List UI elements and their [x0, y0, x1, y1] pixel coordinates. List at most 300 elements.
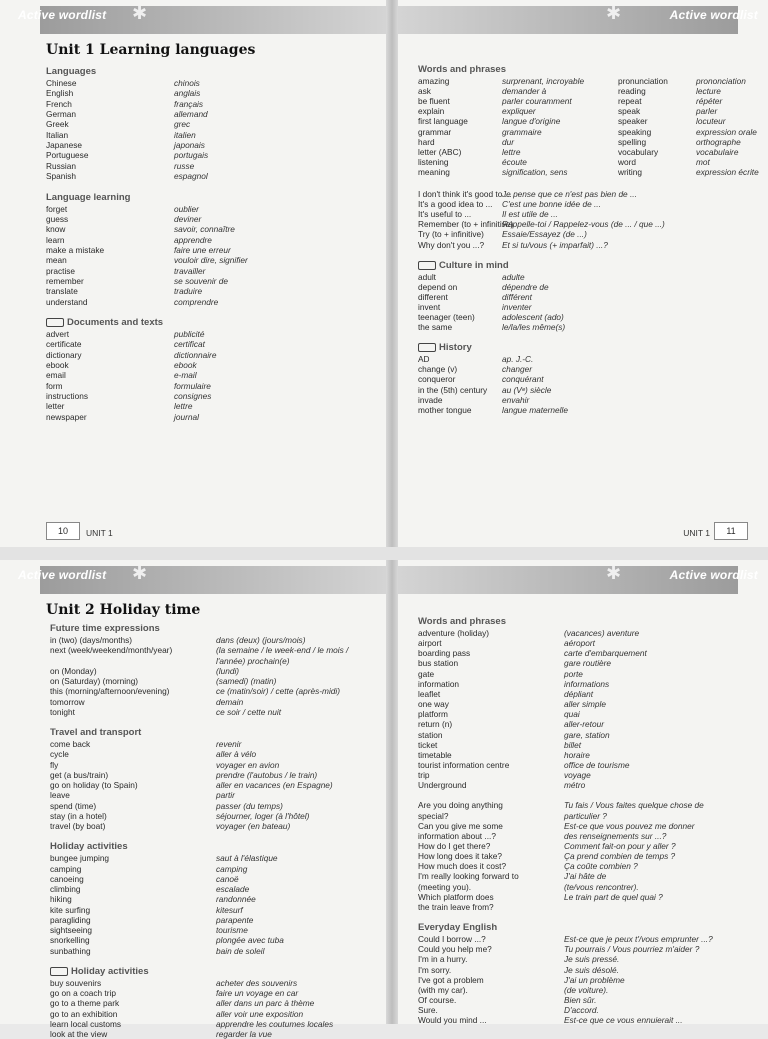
- english-term: canoeing: [50, 873, 84, 884]
- wordlist-row: [398, 975, 768, 985]
- french-translation: Et si tu/vous (+ imparfait) ...?: [502, 239, 608, 250]
- french-translation: billet: [564, 739, 582, 750]
- french-translation: demander à: [502, 86, 547, 97]
- section-heading: [50, 841, 128, 852]
- wordlist-row: [398, 760, 768, 770]
- english-term: letter: [46, 401, 65, 412]
- wordlist-row: [398, 719, 768, 729]
- french-translation: prononciation: [696, 76, 746, 86]
- french-translation: parler couramment: [502, 96, 572, 107]
- wordlist-row: [398, 76, 768, 86]
- french-translation: Comment fait-on pour y aller ?: [564, 841, 676, 851]
- french-translation: dans (deux) (jours/mois): [216, 635, 306, 645]
- english-term: grammar: [418, 126, 452, 137]
- french-translation: ce soir / cette nuit: [216, 706, 282, 717]
- wordlist-row: [398, 638, 768, 648]
- english-term: How do I get there?: [418, 841, 491, 851]
- wordlist-row: [0, 666, 386, 676]
- french-translation: certificat: [174, 339, 205, 350]
- english-term: spelling: [618, 136, 647, 147]
- wordlist-row: [398, 841, 768, 851]
- english-term: listening: [418, 156, 449, 167]
- section-heading: [46, 66, 96, 77]
- wordlist-row: [0, 329, 386, 339]
- english-term: boarding pass: [418, 648, 471, 659]
- wordlist-row: [398, 699, 768, 709]
- english-term: hiking: [50, 894, 72, 905]
- english-term: speaking: [618, 126, 652, 137]
- english-term: writing: [618, 166, 642, 177]
- french-translation: français: [174, 98, 204, 109]
- wordlist-row: [398, 364, 768, 374]
- english-term: How long does it take?: [418, 851, 502, 862]
- wordlist-row: [398, 1005, 768, 1015]
- unit-title: Unit 1 Learning languages: [46, 42, 256, 58]
- english-term: forget: [46, 203, 68, 214]
- english-term: explain: [418, 106, 445, 117]
- section-heading-text: Future time expressions: [50, 623, 160, 634]
- french-translation: aller dans un parc à thème: [216, 998, 315, 1009]
- english-term: in the (5th) century: [418, 384, 488, 395]
- wordlist-row: [398, 395, 768, 405]
- english-term: tomorrow: [50, 696, 85, 707]
- wordlist-row: [398, 689, 768, 699]
- wordlist-row: [0, 874, 386, 884]
- french-translation: répéter: [696, 96, 723, 107]
- english-term: tourist information centre: [418, 759, 510, 770]
- wordlist-row: [0, 204, 386, 214]
- english-term: the same: [418, 322, 453, 333]
- english-term: change (v): [418, 364, 458, 375]
- english-term: speak: [618, 106, 641, 117]
- wordlist-row: [398, 86, 768, 96]
- section-heading: [46, 192, 130, 203]
- wordlist-row: [398, 861, 768, 871]
- french-translation: deviner: [174, 213, 202, 224]
- wordlist-row: [0, 676, 386, 686]
- english-term: dictionary: [46, 349, 82, 360]
- french-translation: aller en vacances (en Espagne): [216, 780, 333, 790]
- wordlist-row: [398, 995, 768, 1005]
- french-translation: demain: [216, 696, 244, 707]
- french-translation: (de voiture).: [564, 984, 609, 995]
- english-term: Greek: [46, 119, 69, 130]
- english-term: ticket: [418, 739, 438, 750]
- english-term: paragliding: [50, 914, 91, 925]
- french-translation: locuteur: [696, 116, 726, 127]
- wordlist-row: [398, 127, 768, 137]
- french-translation: adolescent (ado): [502, 312, 564, 322]
- wordlist-row: [398, 1015, 768, 1025]
- french-translation: grec: [174, 119, 191, 130]
- video-badge-icon: [418, 261, 436, 270]
- english-term: Spanish: [46, 171, 76, 182]
- french-translation: Est-ce que ce vous ennuierait ...: [564, 1015, 683, 1026]
- english-term: Russian: [46, 160, 76, 171]
- french-translation: (lundi): [216, 665, 240, 676]
- wordlist-row: [398, 96, 768, 106]
- wordlist-row: [398, 219, 768, 229]
- wordlist-row: [0, 915, 386, 925]
- english-term: on (Saturday) (morning): [50, 676, 139, 686]
- english-term: on (Monday): [50, 665, 97, 676]
- page-13: [398, 560, 768, 1024]
- english-term: climbing: [50, 884, 81, 894]
- english-term: (meeting you).: [418, 881, 472, 892]
- section-heading: [418, 922, 497, 933]
- english-term: timetable: [418, 749, 452, 760]
- french-translation: parler: [696, 106, 718, 117]
- section-heading-text: Languages: [46, 66, 97, 77]
- french-translation: conquérant: [502, 374, 544, 385]
- wordlist-row: [0, 401, 386, 411]
- section-heading-text: Language learning: [46, 191, 131, 203]
- english-term: next (week/weekend/month/year): [50, 645, 173, 656]
- english-term: instructions: [46, 391, 88, 402]
- french-translation: randonnée: [216, 894, 256, 905]
- french-translation: voyage: [564, 770, 591, 781]
- english-term: gate: [418, 668, 435, 679]
- english-term: platform: [418, 709, 448, 720]
- section-heading-text: Words and phrases: [418, 64, 506, 75]
- french-translation: partir: [216, 790, 235, 801]
- section-heading-text: Documents and texts: [67, 317, 164, 328]
- french-translation: langue maternelle: [502, 404, 568, 415]
- french-translation: expliquer: [502, 106, 536, 117]
- english-term: stay (in a hotel): [50, 810, 107, 821]
- english-term: Which platform does: [418, 891, 494, 902]
- english-term: Chinese: [46, 78, 77, 88]
- wordlist-row: [398, 800, 768, 810]
- french-translation: (te/vous rencontrer).: [564, 881, 639, 892]
- wordlist-row: [0, 780, 386, 790]
- french-translation: différent: [502, 291, 532, 302]
- english-term: special?: [418, 810, 449, 821]
- wordlist-row: [0, 790, 386, 800]
- section-heading-text: Travel and transport: [50, 727, 142, 738]
- wordlist-row: [0, 99, 386, 109]
- wordlist-row: [0, 925, 386, 935]
- wordlist-row: [0, 946, 386, 956]
- french-translation: Bien sûr.: [564, 994, 597, 1005]
- wordlist-row: [0, 811, 386, 821]
- english-term: sunbathing: [50, 945, 91, 956]
- english-term: How much does it cost?: [418, 861, 507, 872]
- wordlist-row: [0, 884, 386, 894]
- wordlist-row: [0, 645, 386, 655]
- french-translation: Je suis pressé.: [564, 954, 620, 965]
- french-translation: Je suis désolé.: [564, 964, 619, 975]
- english-term: bus station: [418, 658, 459, 669]
- french-translation: C'est une bonne idée de ...: [502, 199, 601, 210]
- french-translation: regarder la vue: [216, 1029, 272, 1039]
- english-term: in (two) (days/months): [50, 635, 133, 645]
- english-term: camping: [50, 863, 82, 874]
- wordlist-row: [0, 360, 386, 370]
- wordlist-row: [398, 385, 768, 395]
- wordlist-row: [398, 669, 768, 679]
- wordlist-row: [0, 864, 386, 874]
- french-translation: porte: [564, 668, 583, 679]
- wordlist-row: [398, 871, 768, 881]
- wordlist-row: [398, 209, 768, 219]
- french-translation: passer (du temps): [216, 800, 283, 811]
- english-term: mean: [46, 255, 67, 266]
- french-translation: adulte: [502, 271, 525, 282]
- english-term: (with my car).: [418, 984, 468, 995]
- french-translation: canoë: [216, 873, 239, 884]
- english-term: tonight: [50, 706, 75, 717]
- english-term: teenager (teen): [418, 312, 475, 322]
- english-term: I don't think it's good to ...: [418, 189, 512, 199]
- french-translation: particulier ?: [564, 810, 607, 821]
- english-term: sightseeing: [50, 925, 92, 935]
- french-translation: camping: [216, 863, 248, 874]
- wordlist-row: [398, 679, 768, 689]
- french-translation: écoute: [502, 156, 527, 167]
- wordlist-row: [398, 985, 768, 995]
- french-translation: parapente: [216, 914, 254, 925]
- wordlist-row: [0, 266, 386, 276]
- french-translation: russe: [174, 160, 195, 171]
- section-heading: [418, 342, 472, 353]
- french-translation: travailler: [174, 265, 206, 276]
- header-label: Active wordlist: [18, 8, 107, 22]
- french-translation: vocabulaire: [696, 146, 739, 157]
- section-heading: [46, 317, 163, 328]
- english-term: certificate: [46, 339, 82, 350]
- wordlist-row: [0, 224, 386, 234]
- french-translation: Ça prend combien de temps ?: [564, 851, 676, 862]
- english-term: reading: [618, 86, 646, 97]
- english-term: Underground: [418, 780, 467, 791]
- french-translation: apprendre: [174, 234, 212, 245]
- english-term: guess: [46, 213, 69, 224]
- section-heading: [50, 623, 160, 634]
- unit-label: UNIT 1: [683, 528, 710, 538]
- wordlist-row: [398, 282, 768, 292]
- english-term: this (morning/afternoon/evening): [50, 686, 170, 697]
- wordlist-row: [398, 240, 768, 250]
- french-translation: au (Vᵉ) siècle: [502, 384, 552, 395]
- english-term: hard: [418, 136, 435, 147]
- french-translation: apprendre les coutumes locales: [216, 1018, 334, 1029]
- english-term: know: [46, 224, 66, 235]
- wordlist-row: [398, 892, 768, 902]
- english-term: I'm in a hurry.: [418, 954, 468, 965]
- wordlist-row: [398, 137, 768, 147]
- section-heading-text: Words and phrases: [418, 616, 506, 627]
- french-translation: des renseignements sur ...?: [564, 830, 667, 841]
- french-translation: J'ai un problème: [564, 974, 625, 985]
- english-term: Japanese: [46, 140, 82, 151]
- french-translation: Tu pourrais / Vous pourriez m'aider ?: [564, 944, 700, 955]
- english-term: Portuguese: [46, 150, 89, 161]
- french-translation: oublier: [174, 203, 199, 214]
- french-translation: dictionnaire: [174, 349, 217, 360]
- wordlist-row: [0, 656, 386, 666]
- french-translation: horaire: [564, 749, 590, 760]
- english-term: travel (by boat): [50, 821, 106, 831]
- french-translation: plongée avec tuba: [216, 935, 284, 946]
- french-translation: lettre: [502, 146, 521, 157]
- english-term: form: [46, 380, 63, 391]
- wordlist-row: [398, 821, 768, 831]
- header-label: Active wordlist: [669, 568, 758, 582]
- english-term: look at the view: [50, 1029, 108, 1039]
- wordlist-row: [0, 150, 386, 160]
- english-term: station: [418, 729, 443, 740]
- star-icon: ✱: [606, 3, 622, 23]
- english-term: vocabulary: [618, 146, 659, 157]
- french-translation: journal: [174, 411, 199, 422]
- wordlist-row: [0, 214, 386, 224]
- french-translation: espagnol: [174, 171, 208, 182]
- section-heading: [50, 727, 141, 738]
- english-term: repeat: [618, 96, 642, 107]
- wordlist-row: [0, 130, 386, 140]
- wordlist-row: [398, 882, 768, 892]
- french-translation: expression écrite: [696, 166, 759, 177]
- french-translation: gare, station: [564, 729, 610, 740]
- wordlist-row: [0, 821, 386, 831]
- english-term: Could I borrow ...?: [418, 934, 486, 945]
- french-translation: Le train part de quel quai ?: [564, 891, 663, 902]
- french-translation: lettre: [174, 401, 193, 412]
- french-translation: surprenant, incroyable: [502, 76, 585, 86]
- french-translation: aller voir une exposition: [216, 1008, 304, 1019]
- english-term: speaker: [618, 116, 648, 127]
- wordlist-row: [398, 730, 768, 740]
- french-translation: gare routière: [564, 658, 612, 669]
- wordlist-row: [0, 391, 386, 401]
- english-term: invade: [418, 394, 443, 405]
- wordlist-row: [0, 935, 386, 945]
- french-translation: inventer: [502, 301, 532, 312]
- english-term: information about ...?: [418, 830, 496, 841]
- french-translation: métro: [564, 780, 586, 791]
- english-term: Of course.: [418, 994, 457, 1005]
- french-translation: Je pense que ce n'est pas bien de ...: [502, 189, 637, 199]
- section-heading-text: History: [439, 342, 472, 354]
- english-term: snorkelling: [50, 935, 90, 946]
- english-term: get (a bus/train): [50, 769, 109, 780]
- french-translation: office de tourisme: [564, 759, 630, 770]
- header-label: Active wordlist: [18, 568, 107, 582]
- french-translation: Essaie/Essayez (de ...): [502, 229, 587, 240]
- english-term: the train leave from?: [418, 901, 494, 912]
- english-term: I'm really looking forward to: [418, 871, 519, 882]
- wordlist-row: [398, 965, 768, 975]
- french-translation: langue d'origine: [502, 116, 561, 127]
- english-term: word: [618, 156, 636, 167]
- french-translation: J'ai hâte de: [564, 871, 607, 882]
- french-translation: aller-retour: [564, 719, 604, 730]
- english-term: translate: [46, 286, 78, 297]
- wordlist-row: [398, 157, 768, 167]
- french-translation: carte d'embarquement: [564, 648, 647, 659]
- star-icon: ✱: [132, 3, 148, 23]
- wordlist-row: [0, 905, 386, 915]
- unit-title: Unit 2 Holiday time: [46, 602, 201, 618]
- english-term: buy souvenirs: [50, 977, 102, 988]
- english-term: remember: [46, 275, 84, 286]
- french-translation: ap. J.-C.: [502, 354, 534, 365]
- wordlist-row: [398, 628, 768, 638]
- wordlist-row: [398, 709, 768, 719]
- wordlist-row: [398, 648, 768, 658]
- french-translation: aller simple: [564, 699, 606, 710]
- english-term: bungee jumping: [50, 853, 110, 864]
- english-term: invent: [418, 301, 441, 312]
- french-translation: changer: [502, 364, 532, 375]
- wordlist-row: [0, 78, 386, 88]
- french-translation: bain de soleil: [216, 945, 265, 956]
- french-translation: kitesurf: [216, 904, 243, 915]
- english-term: make a mistake: [46, 244, 105, 255]
- french-translation: comprendre: [174, 296, 219, 307]
- video-badge-icon: [50, 967, 68, 976]
- wordlist-row: [398, 374, 768, 384]
- wordlist-row: [398, 229, 768, 239]
- wordlist-row: [0, 255, 386, 265]
- wordlist-row: [398, 831, 768, 841]
- english-term: AD: [418, 354, 430, 365]
- english-term: Could you help me?: [418, 944, 492, 955]
- english-term: go on a coach trip: [50, 988, 116, 998]
- french-translation: orthographe: [696, 136, 741, 147]
- french-translation: voyager (en bateau): [216, 821, 291, 831]
- french-translation: tourisme: [216, 925, 248, 935]
- english-term: Remember (to + infinitive): [418, 219, 514, 230]
- english-term: ebook: [46, 360, 69, 371]
- wordlist-row: [398, 658, 768, 668]
- wordlist-row: [398, 116, 768, 126]
- page-gap: [0, 547, 768, 560]
- wordlist-row: [0, 171, 386, 181]
- french-translation: mot: [696, 156, 710, 167]
- french-translation: italien: [174, 129, 196, 140]
- wordlist-row: [398, 780, 768, 790]
- french-translation: ebook: [174, 360, 197, 371]
- french-translation: dépendre de: [502, 281, 549, 292]
- french-translation: portugais: [174, 150, 209, 161]
- english-term: I've got a problem: [418, 974, 484, 985]
- english-term: leave: [50, 790, 70, 801]
- wordlist-row: [398, 167, 768, 177]
- french-translation: envahir: [502, 394, 530, 405]
- page-number: 11: [714, 522, 748, 540]
- french-translation: traduire: [174, 286, 203, 297]
- wordlist-row: [0, 988, 386, 998]
- english-term: letter (ABC): [418, 146, 462, 157]
- french-translation: e-mail: [174, 370, 197, 381]
- french-translation: voyager en avion: [216, 759, 280, 770]
- wordlist-row: [398, 934, 768, 944]
- french-translation: publicité: [174, 329, 205, 339]
- section-heading-text: Everyday English: [418, 922, 498, 934]
- english-term: go to a theme park: [50, 998, 120, 1009]
- english-term: email: [46, 370, 66, 381]
- english-term: Try (to + infinitive): [418, 229, 484, 240]
- french-translation: allemand: [174, 109, 208, 120]
- section-heading: [418, 64, 506, 75]
- wordlist-row: [398, 302, 768, 312]
- wordlist-row: [0, 894, 386, 904]
- french-translation: Il est utile de ...: [502, 209, 558, 220]
- english-term: I'm sorry.: [418, 964, 452, 975]
- page-11: [398, 0, 768, 547]
